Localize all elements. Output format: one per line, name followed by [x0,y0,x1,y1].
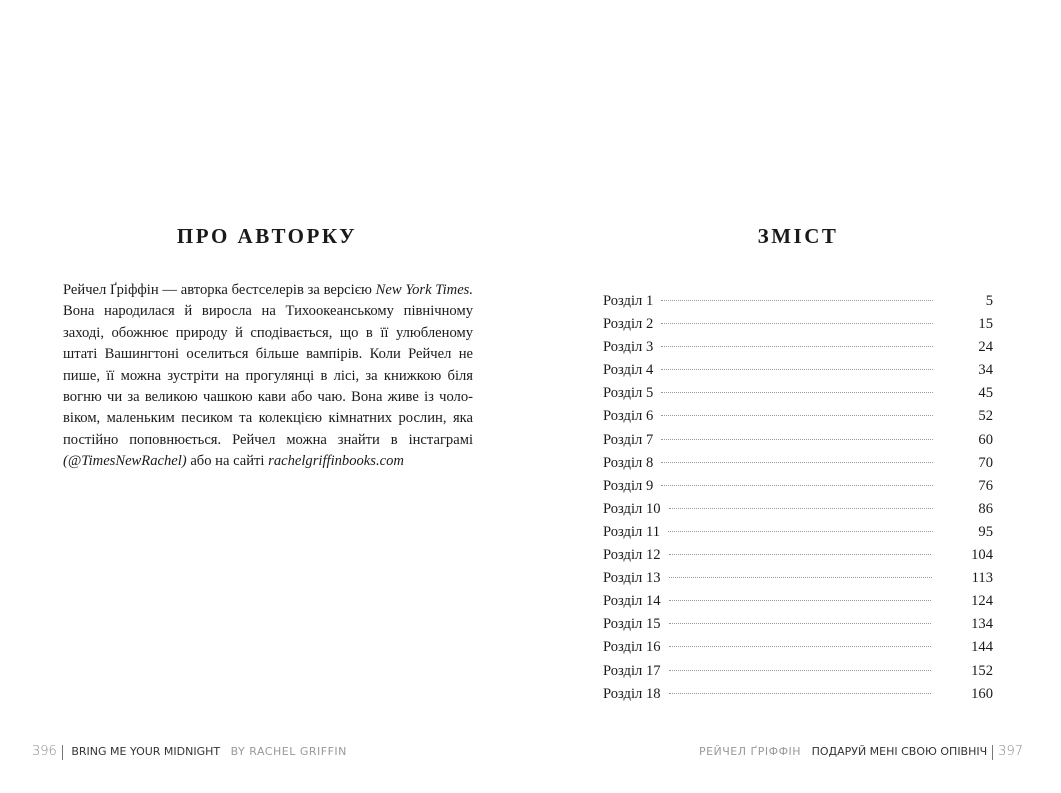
bio-line [63,387,473,408]
toc-label: Розділ 13 [603,570,661,587]
bio-line [63,301,473,322]
bio-line [63,280,473,301]
book-title: BRING ME YOUR MIDNIGHT [71,745,221,758]
dot-leader [669,646,932,647]
bio-text: Вона народилася й виросла на Тихоокеанському північному [63,303,473,320]
dot-leader [661,485,933,486]
author-name: BY RACHEL GRIFFIN [230,745,347,758]
divider [62,745,63,760]
toc-entry [603,359,993,382]
toc-entry [603,544,993,567]
dot-leader [661,346,933,347]
footer-left [32,744,347,760]
page-number: 397 [998,744,1023,759]
toc-entry [603,683,993,706]
toc-entry [603,567,993,590]
toc-entry [603,613,993,636]
toc-label: Розділ 7 [603,431,654,448]
toc-page: 104 [971,547,993,564]
toc-label: Розділ 1 [603,293,654,309]
toc-page: 60 [978,431,993,448]
toc-label: Розділ 3 [603,339,654,356]
toc-label: Розділ 18 [603,685,661,702]
toc-page: 24 [978,339,993,356]
toc-label: Розділ 5 [603,385,654,402]
book-title: ПОДАРУЙ МЕНІ СВОЮ ОПІВНІЧ [811,745,988,758]
toc-page: 134 [971,616,993,633]
toc-page: 5 [985,293,993,309]
toc-page: 45 [978,385,993,402]
bio-line [63,323,473,344]
toc-label: Розділ 2 [603,316,654,333]
bio-line [63,451,473,472]
toc-page: 144 [971,639,993,656]
dot-leader [661,415,933,416]
toc-label: Розділ 9 [603,477,654,494]
toc-page: 70 [978,454,993,471]
toc-entry [603,313,993,336]
dot-leader [661,462,933,463]
toc-page: 86 [978,500,993,517]
bio-text: штаті Вашингтоні оселиться більше вампірів. Коли Рейчел не [63,346,473,363]
dot-leader [661,369,933,370]
footer-right [699,744,1023,760]
toc-entry [603,382,993,405]
contents-title: ЗМІСТ [757,224,839,248]
toc-page: 76 [978,477,993,494]
dot-leader [661,392,933,393]
toc-label: Розділ 14 [603,593,661,610]
bio-line [63,344,473,365]
bio-text: або на сайті [186,453,269,470]
toc-page: 95 [978,523,993,540]
bio-text: пише, її можна зустріти на прогулянці в лісі, за книжкою біля [63,367,473,384]
toc-entry [603,498,993,521]
dot-leader [661,300,933,301]
about-author-title: ПРО АВТОРКУ [176,224,358,248]
toc-entry [603,405,993,428]
bio-italic-text: (@TimesNewRachel) [63,453,187,470]
bio-text: постійно поповнюється. Рейчел можна знайти в інстаграмі [63,431,473,448]
bio-text: заході, обожнює природу й сподівається, що в її улюбленому [63,324,473,341]
toc-page: 152 [971,662,993,679]
bio-text: вогню чи за великою чашкою кави або чаю. Вона живе із чоло- [63,388,473,405]
toc-label: Розділ 6 [603,408,654,425]
toc-entry [603,660,993,683]
toc-entry [603,336,993,359]
toc-label: Розділ 12 [603,547,661,564]
toc-label: Розділ 16 [603,639,661,656]
dot-leader [669,554,932,555]
toc-entry [603,636,993,659]
toc-page: 15 [978,316,993,333]
bio-italic-text: New York Times. [375,282,473,298]
divider [992,745,993,760]
toc-entry [603,452,993,475]
dot-leader [669,693,932,694]
toc-label: Розділ 8 [603,454,654,471]
toc-label: Розділ 4 [603,362,654,379]
toc-label: Розділ 15 [603,616,661,633]
dot-leader [669,577,932,578]
bio-line [63,430,473,451]
toc-page: 52 [978,408,993,425]
dot-leader [668,531,933,532]
bio-text: Рейчел Ґріффін — авторка бестселерів за версією [63,282,376,298]
toc-page: 160 [971,685,993,702]
author-bio [63,280,473,473]
dot-leader [669,623,932,624]
bio-line [63,408,473,429]
toc-page: 124 [971,593,993,610]
page-number: 396 [32,744,57,759]
dot-leader [669,600,932,601]
bio-line [63,366,473,387]
toc-label: Розділ 10 [603,500,661,517]
toc-entry [603,521,993,544]
dot-leader [661,323,933,324]
toc-page: 34 [978,362,993,379]
toc-label: Розділ 11 [603,523,661,540]
toc-entry [603,290,993,313]
dot-leader [669,508,933,509]
dot-leader [661,439,933,440]
bio-italic-text: rachelgriffinbooks.com [268,453,404,470]
author-name: РЕЙЧЕЛ ҐРІФФІН [698,745,802,758]
toc-entry [603,429,993,452]
toc-page: 113 [971,570,993,587]
bio-text: віком, маленьким песиком та колекцією кімнатних рослин, яка [63,410,473,427]
toc-entry [603,590,993,613]
table-of-contents [603,290,993,706]
dot-leader [669,670,932,671]
toc-entry [603,475,993,498]
toc-label: Розділ 17 [603,662,661,679]
